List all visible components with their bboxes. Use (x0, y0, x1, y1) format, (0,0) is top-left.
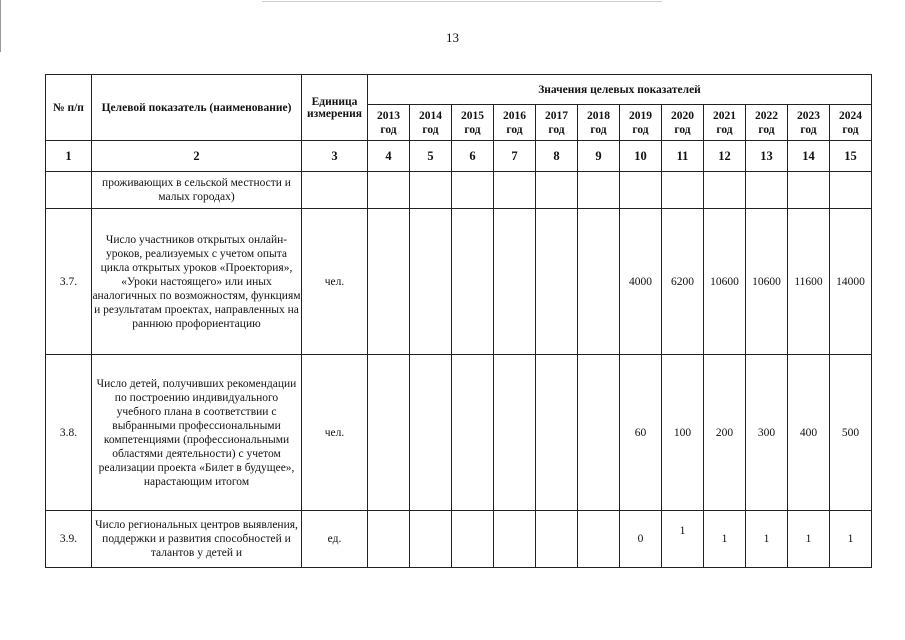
row-number: 3.9. (46, 511, 92, 568)
column-number: 3 (302, 141, 368, 172)
value-cell (494, 172, 536, 209)
value-cell: 1 (746, 511, 788, 568)
value-cell (452, 172, 494, 209)
value-cell: 400 (788, 355, 830, 511)
column-number: 7 (494, 141, 536, 172)
column-number-row (46, 141, 872, 172)
value-text: 1 (679, 525, 686, 537)
column-number: 9 (578, 141, 620, 172)
header-year: 2014 год (410, 105, 452, 141)
value-cell (494, 511, 536, 568)
value-cell (620, 172, 662, 209)
column-number: 1 (46, 141, 92, 172)
value-cell (494, 209, 536, 355)
value-cell (410, 172, 452, 209)
value-cell (536, 172, 578, 209)
header-year: 2017 год (536, 105, 578, 141)
page-number: 13 (446, 30, 459, 45)
value-cell: 1 (788, 511, 830, 568)
value-cell: 200 (704, 355, 746, 511)
column-number: 10 (620, 141, 662, 172)
header-year: 2020 год (662, 105, 704, 141)
value-cell: 0 (620, 511, 662, 568)
value-cell (662, 172, 704, 209)
unit-cell: чел. (302, 209, 368, 355)
value-cell (368, 355, 410, 511)
header-year: 2023 год (788, 105, 830, 141)
column-number: 14 (788, 141, 830, 172)
scan-top-line (262, 1, 662, 2)
value-cell (452, 209, 494, 355)
header-year: 2019 год (620, 105, 662, 141)
table-row (46, 209, 872, 355)
header-year: 2018 год (578, 105, 620, 141)
table-row (46, 355, 872, 511)
header-year: 2016 год (494, 105, 536, 141)
header-indicator: Целевой показатель (наименование) (92, 75, 302, 141)
value-cell: 4000 (620, 209, 662, 355)
value-cell (746, 172, 788, 209)
value-cell: 10600 (746, 209, 788, 355)
value-cell: 6200 (662, 209, 704, 355)
unit-cell: ед. (302, 511, 368, 568)
header-values: Значения целевых показателей (368, 75, 872, 105)
value-cell: 60 (620, 355, 662, 511)
indicator-name: Число детей, получивших рекомендации по построению индивидуального учебного плана в соответствии с выбранными профессиональными компетенциями (профессиональными областями деятельности) с учетом реализации проекта «Билет в будущее», нарастающим итогом (92, 355, 302, 511)
value-cell: 11600 (788, 209, 830, 355)
header-no: № п/п (46, 75, 92, 141)
value-cell: 10600 (704, 209, 746, 355)
column-number: 6 (452, 141, 494, 172)
value-cell: 14000 (830, 209, 872, 355)
value-cell (536, 511, 578, 568)
row-number (46, 172, 92, 209)
value-cell (368, 511, 410, 568)
value-cell (704, 172, 746, 209)
value-cell: 1 (830, 511, 872, 568)
value-cell (494, 355, 536, 511)
value-cell (536, 355, 578, 511)
value-cell (578, 355, 620, 511)
indicator-name: проживающих в сельской местности и малых городах) (92, 172, 302, 209)
column-number: 5 (410, 141, 452, 172)
header-year: 2013 год (368, 105, 410, 141)
header-year: 2015 год (452, 105, 494, 141)
header-unit: Единица измерения (302, 75, 368, 141)
value-cell (452, 511, 494, 568)
value-cell (410, 209, 452, 355)
value-cell (410, 355, 452, 511)
value-cell (788, 172, 830, 209)
unit-cell (302, 172, 368, 209)
column-number: 4 (368, 141, 410, 172)
value-cell: 1 (704, 511, 746, 568)
row-number: 3.8. (46, 355, 92, 511)
header-year: 2022 год (746, 105, 788, 141)
value-cell (410, 511, 452, 568)
value-cell: 100 (662, 355, 704, 511)
unit-cell: чел. (302, 355, 368, 511)
column-number: 13 (746, 141, 788, 172)
value-cell (368, 172, 410, 209)
indicator-name: Число участников открытых онлайн-уроков, реализуемых с учетом опыта цикла открытых уроков «Проектория», «Уроки настоящего» или иных аналогичных по возможностям, функциям и результатам проектах, направленных на раннюю профориентацию (92, 209, 302, 355)
value-cell (536, 209, 578, 355)
header-year: 2021 год (704, 105, 746, 141)
table-row (46, 172, 872, 209)
column-number: 15 (830, 141, 872, 172)
column-number: 8 (536, 141, 578, 172)
header-year: 2024 год (830, 105, 872, 141)
value-cell: 300 (746, 355, 788, 511)
value-cell (578, 172, 620, 209)
value-cell (452, 355, 494, 511)
value-cell (368, 209, 410, 355)
column-number: 2 (92, 141, 302, 172)
value-cell (578, 511, 620, 568)
column-number: 11 (662, 141, 704, 172)
indicator-name: Число региональных центров выявления, поддержки и развития способностей и талантов у детей и (92, 511, 302, 568)
value-cell (578, 209, 620, 355)
indicators-table (45, 74, 872, 568)
table-row (46, 511, 872, 568)
value-cell (662, 511, 704, 568)
value-cell (830, 172, 872, 209)
column-number: 12 (704, 141, 746, 172)
row-number: 3.7. (46, 209, 92, 355)
value-cell: 500 (830, 355, 872, 511)
